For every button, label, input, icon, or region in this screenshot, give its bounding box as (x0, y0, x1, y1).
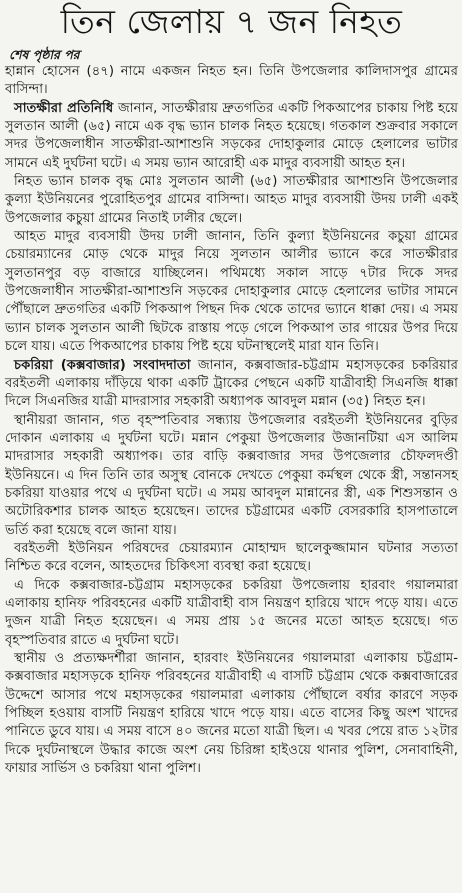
dateline: সাতক্ষীরা প্রতিনিধি (14, 100, 114, 116)
paragraph-text: আহত মাদুর ব্যবসায়ী উদয় ঢালী জানান, তিনি কুল্যা ইউনিয়নের কচুয়া গ্রামের চেয়ারম্যানের মোড় থেকে মাদুর নিয়ে সুলতান আলীর ভ্যানে করে সাতক্ষীরার সুলতানপুর বড় বাজারে যাচ্ছিলেন। পথিমধ্যে সকাল সাড়ে ৭টার দিকে সদর উপজেলাধীন সাতক্ষীরা-আশাশুনি সড়কের দোহাকুলার মোড়ে হেলালের ভাটার সামনে পৌঁছালে দ্রুতগতির একটি পিকআপ পিছন দিক থেকে তাদের ভ্যানে ধাক্কা দেয়। এ সময় ভ্যান চালক সুলতান আলী ছিটকে রাস্তায় পড়ে গেলে পিকআপ তার গায়ের উপর দিয়ে চলে যায়। এতে পিকআপের চাকায় পিষ্ট হয়ে ঘটনাস্থলেই মারা যান তিনি। (5, 229, 458, 355)
paragraph (5, 540, 458, 577)
paragraph-text: জানান, সাতক্ষীরায় দ্রুতগতির একটি পিকআপের চাকায় পিষ্ট হয়ে সুলতান আলী (৬৫) নামে এক বৃদ্ধ ভ্যান চালক নিহত হয়েছে। গতকাল শুক্রবার সকালে সদর উপজেলাধীন সাতক্ষীরা-আশাশুনি সড়কের দোহাকুলার মোড়ে হেলালের ভাটার সামনে এই দুর্ঘটনা ঘটে। এ সময় ভ্যান আরোহী এক মাদুর ব্যবসায়ী আহত হন। (5, 100, 458, 171)
headline: তিন জেলায় ৭ জন নিহত (60, 2, 403, 41)
paragraph-text: স্থানীয় ও প্রত্যক্ষদর্শীরা জানান, হারবাং ইউনিয়নের গয়ালমারা এলাকায় চট্টগ্রাম-কক্সবাজার মহাসড়কে হানিফ পরিবহনের যাত্রীবাহী এ বাসটি চট্টগ্রাম থেকে কক্সবাজারের উদ্দেশে আসার পথে মহাসড়কের গয়ালমারা এলাকায় পৌঁছালে বর্ষার কারণে সড়ক পিচ্ছিল হওয়ায় বাসটি নিয়ন্ত্রণ হারিয়ে খাদে পড়ে যায়। এতে বাসের কিছু অংশ খাদের পানিতে ডুবে যায়। এ সময় বাসে ৪০ জনের মতো যাত্রী ছিল। এ খবর পেয়ে রাত ১২টার দিকে দুর্ঘটনাস্থলে উদ্ধার কাজে অংশ নেয় চিরিঙ্গা হাইওয়ে থানার পুলিশ, সেনাবাহিনী, ফায়ার সার্ভিস ও চকরিয়া থানা পুলিশ। (5, 651, 458, 777)
paragraph-text: হান্নান হোসেন (৪৭) নামে একজন নিহত হন। তিনি উপজেলার কালিদাসপুর গ্রামের বাসিন্দা। (5, 64, 458, 98)
paragraph-text: নিহত ভ্যান চালক বৃদ্ধ মোঃ সুলতান আলী (৬৫) সাতক্ষীরার আশাশুনি উপজেলার কুল্যা ইউনিয়নের পুরোহিতপুর গ্রামের বাসিন্দা। আহত মাদুর ব্যবসায়ী উদয় ঢালী একই উপজেলার কচুয়া গ্রামের নিতাই ঢালীর ছেলে। (5, 174, 458, 226)
paragraph (5, 412, 458, 540)
article-body (5, 63, 458, 778)
paragraph-text: জানান, কক্সবাজার-চট্টগ্রাম মহাসড়কের চকরিয়ার বরইতলী এলাকায় দাঁড়িয়ে থাকা একটি ট্রাকের পেছনে একটি যাত্রীবাহী সিএনজি ধাক্কা দিলে সিএনজির যাত্রী মাদরাসার সহকারী অধ্যাপক আবদুল মন্নান (৩৫) নিহত হন। (5, 357, 458, 410)
paragraph (5, 100, 458, 173)
paragraph-text: স্থানীয়রা জানান, গত বৃহস্পতিবার সন্ধ্যায় উপজেলার বরইতলী ইউনিয়নের বুড়ির দোকান এলাকায় এ দুর্ঘটনা ঘটে। মন্নান পেকুয়া উপজেলার উজানটিয়া এস আলিম মাদরাসার সহকারী অধ্যাপক। তার বাড়ি কক্সবাজার সদর উপজেলার চৌফলদণ্ডী ইউনিয়নে। এ দিন তিনি তার অসুস্থ বোনকে দেখতে পেকুয়া কর্মস্থল থেকে স্ত্রী, সন্তানসহ চকরিয়া যাওয়ার পথে এ দুর্ঘটনা ঘটে। এ সময় আবদুল মান্নানের স্ত্রী, এক শিশুসন্তান ও অটোরিকশার চালক আহত হয়েছেন। তাদের চট্টগ্রামের একটি বেসরকারি হাসপাতালে ভর্তি করা হয়েছে বলে জানা যায়। (5, 412, 458, 538)
continued-from-label: শেষ পৃষ্ঠার পর (9, 47, 80, 62)
paragraph-text: বরইতলী ইউনিয়ন পরিষদের চেয়ারম্যান মোহাম্মদ ছালেকুজ্জামান ঘটনার সত্যতা নিশ্চিত করে বলেন, আহতদের চিকিৎসা ব্যবস্থা করা হয়েছে। (5, 540, 458, 575)
paragraph (5, 63, 458, 100)
paragraph (5, 650, 458, 778)
paragraph (5, 577, 458, 650)
dateline: চকরিয়া (কক্সবাজার) সংবাদদাতা (14, 357, 191, 373)
paragraph (5, 228, 458, 356)
paragraph (5, 357, 458, 412)
paragraph (5, 173, 458, 228)
paragraph-text: এ দিকে কক্সবাজার-চট্টগ্রাম মহাসড়কের চকরিয়া উপজেলায় হারবাং গয়ালমারা এলাকায় হানিফ পরিবহনের একটি যাত্রীবাহী বাস নিয়ন্ত্রণ হারিয়ে খাদে পড়ে যায়। এতে দুজন যাত্রী নিহত হয়েছেন। এ সময় প্রায় ১৫ জনের মতো আহত হয়েছে। গত বৃহস্পতিবার রাতে এ দুর্ঘটনা ঘটে। (5, 577, 458, 648)
